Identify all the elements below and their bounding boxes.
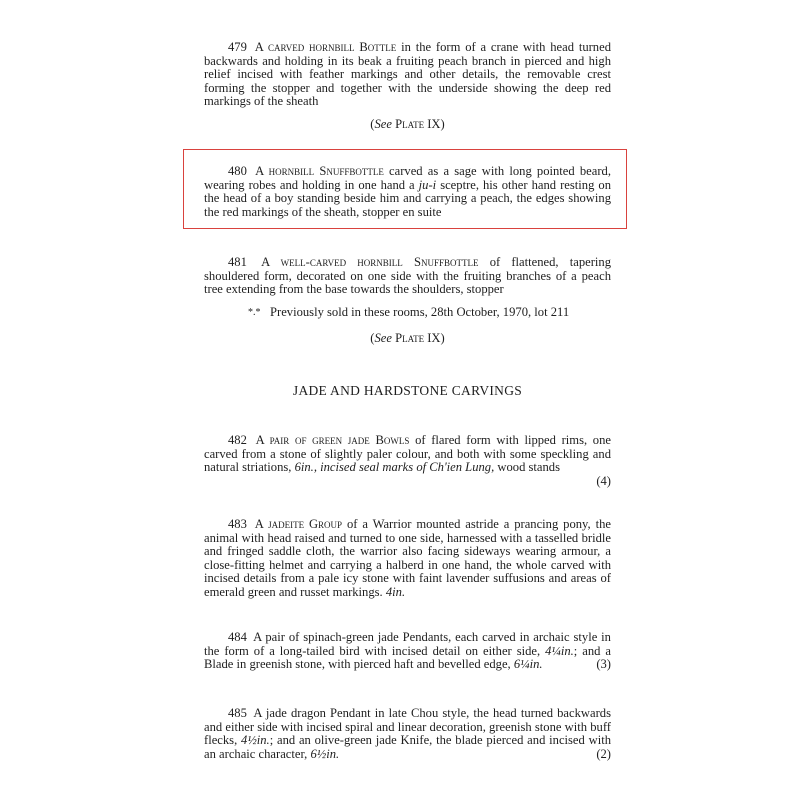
lot-italic: 4in. <box>385 584 406 599</box>
lot-title: Bowls <box>375 433 410 447</box>
lot-483 <box>204 518 611 600</box>
lot-italic: 4½in. <box>241 733 270 748</box>
lot-description-continued: ; and an olive-green jade Knife, the blade pierced and incised with an archaic character, <box>204 733 611 761</box>
lot-italic: 6in., incised seal marks of Ch'ien Lung, <box>294 460 495 475</box>
lot-number: 484 <box>228 630 247 644</box>
lot-title: Bottle <box>359 40 397 54</box>
lot-description: in the form of a crane with head turned backwards and holding in its beak a fruiting peach branch in pierced and high relief incised with feather markings and other details, the removable crest forming the stopper and together with the underside showing the deep red markings of the sheath <box>204 40 611 109</box>
lot-number: 480 <box>228 164 247 178</box>
lot-480 <box>204 165 611 219</box>
provenance-note <box>248 305 569 320</box>
lot-description: of a Warrior mounted astride a prancing pony, the animal with head raised and turned to one side, harnessed with a tasselled bridle and fringed saddle cloth, the warrior also facing sideways wearing armour, a close-fitting helmet and carrying a halberd in one hand, the whole carved with incised details from a pale icy stone with faint lavender suffusions and areas of emerald green and russet markings. <box>204 517 611 599</box>
lot-481 <box>204 256 611 297</box>
lot-description-continued: ; and a Blade in greenish stone, with pierced haft and bevelled edge, <box>204 643 611 672</box>
note-asterisks: *.* <box>248 307 261 318</box>
lot-description: of flared form with lipped rims, one carved from a stone of slightly paler colour, and both with some speckling and natural striations, <box>204 433 611 475</box>
lot-number: 485 <box>228 706 247 720</box>
lot-482 <box>204 434 611 488</box>
lot-title: Snuffbottle <box>413 255 479 269</box>
lot-italic: 6½in. <box>310 746 340 761</box>
lot-description: carved as a sage with long pointed beard, wearing robes and holding in one hand a <box>204 164 611 192</box>
lot-prefix: A hornbill <box>255 164 315 178</box>
lot-quantity: (4) <box>596 473 611 488</box>
lot-description-continued: sceptre, his other hand resting on the head of a boy standing beside him and carrying a peach, the edges showing the red markings of the sheath, stopper en suite <box>204 177 611 219</box>
lot-description-continued: wood stands <box>497 460 561 475</box>
note-text: Previously sold in these rooms, 28th October, 1970, lot 211 <box>270 305 570 319</box>
plate-see: See <box>374 331 392 345</box>
plate-reference: (See Plate IX) <box>370 117 445 131</box>
lot-prefix: A well-carved hornbill <box>261 255 403 269</box>
lot-italic: 6¼in. <box>513 657 543 672</box>
lot-description: of flattened, tapering shouldered form, decorated on one side with the fruiting branches of a peach tree extending from the base towards the shoulders, stopper <box>204 255 611 297</box>
lot-prefix: A pair of green jade <box>255 433 370 447</box>
lot-quantity: (3) <box>596 657 611 672</box>
section-heading: JADE AND HARDSTONE CARVINGS <box>292 383 523 398</box>
plate-label: Plate IX <box>395 331 441 345</box>
lot-title: Group <box>308 517 343 531</box>
lot-number: 481 <box>228 255 247 269</box>
lot-quantity: (2) <box>596 746 611 761</box>
plate-see: See <box>374 117 392 131</box>
plate-reference: (See Plate IX) <box>370 331 445 345</box>
lot-description: A pair of spinach-green jade Pendants, each carved in archaic style in the form of a long-tailed bird with incised detail on either side, <box>204 630 611 658</box>
plate-label: Plate IX <box>395 117 441 131</box>
lot-484 <box>204 631 611 672</box>
lot-number: 482 <box>228 433 247 447</box>
lot-prefix: A jadeite <box>254 517 305 531</box>
lot-description: A jade dragon Pendant in late Chou style, the head turned backwards and either side with incised spiral and linear decoration, greenish stone with buff flecks, <box>204 706 611 748</box>
lot-italic: ju-i <box>418 177 437 192</box>
lot-485 <box>204 707 611 761</box>
lot-number: 483 <box>228 517 247 531</box>
lot-number: 479 <box>228 40 247 54</box>
lot-italic: 4¼in. <box>545 643 574 658</box>
lot-prefix: A carved hornbill <box>254 40 355 54</box>
lot-title: Snuffbottle <box>319 164 384 178</box>
lot-479 <box>204 41 611 109</box>
